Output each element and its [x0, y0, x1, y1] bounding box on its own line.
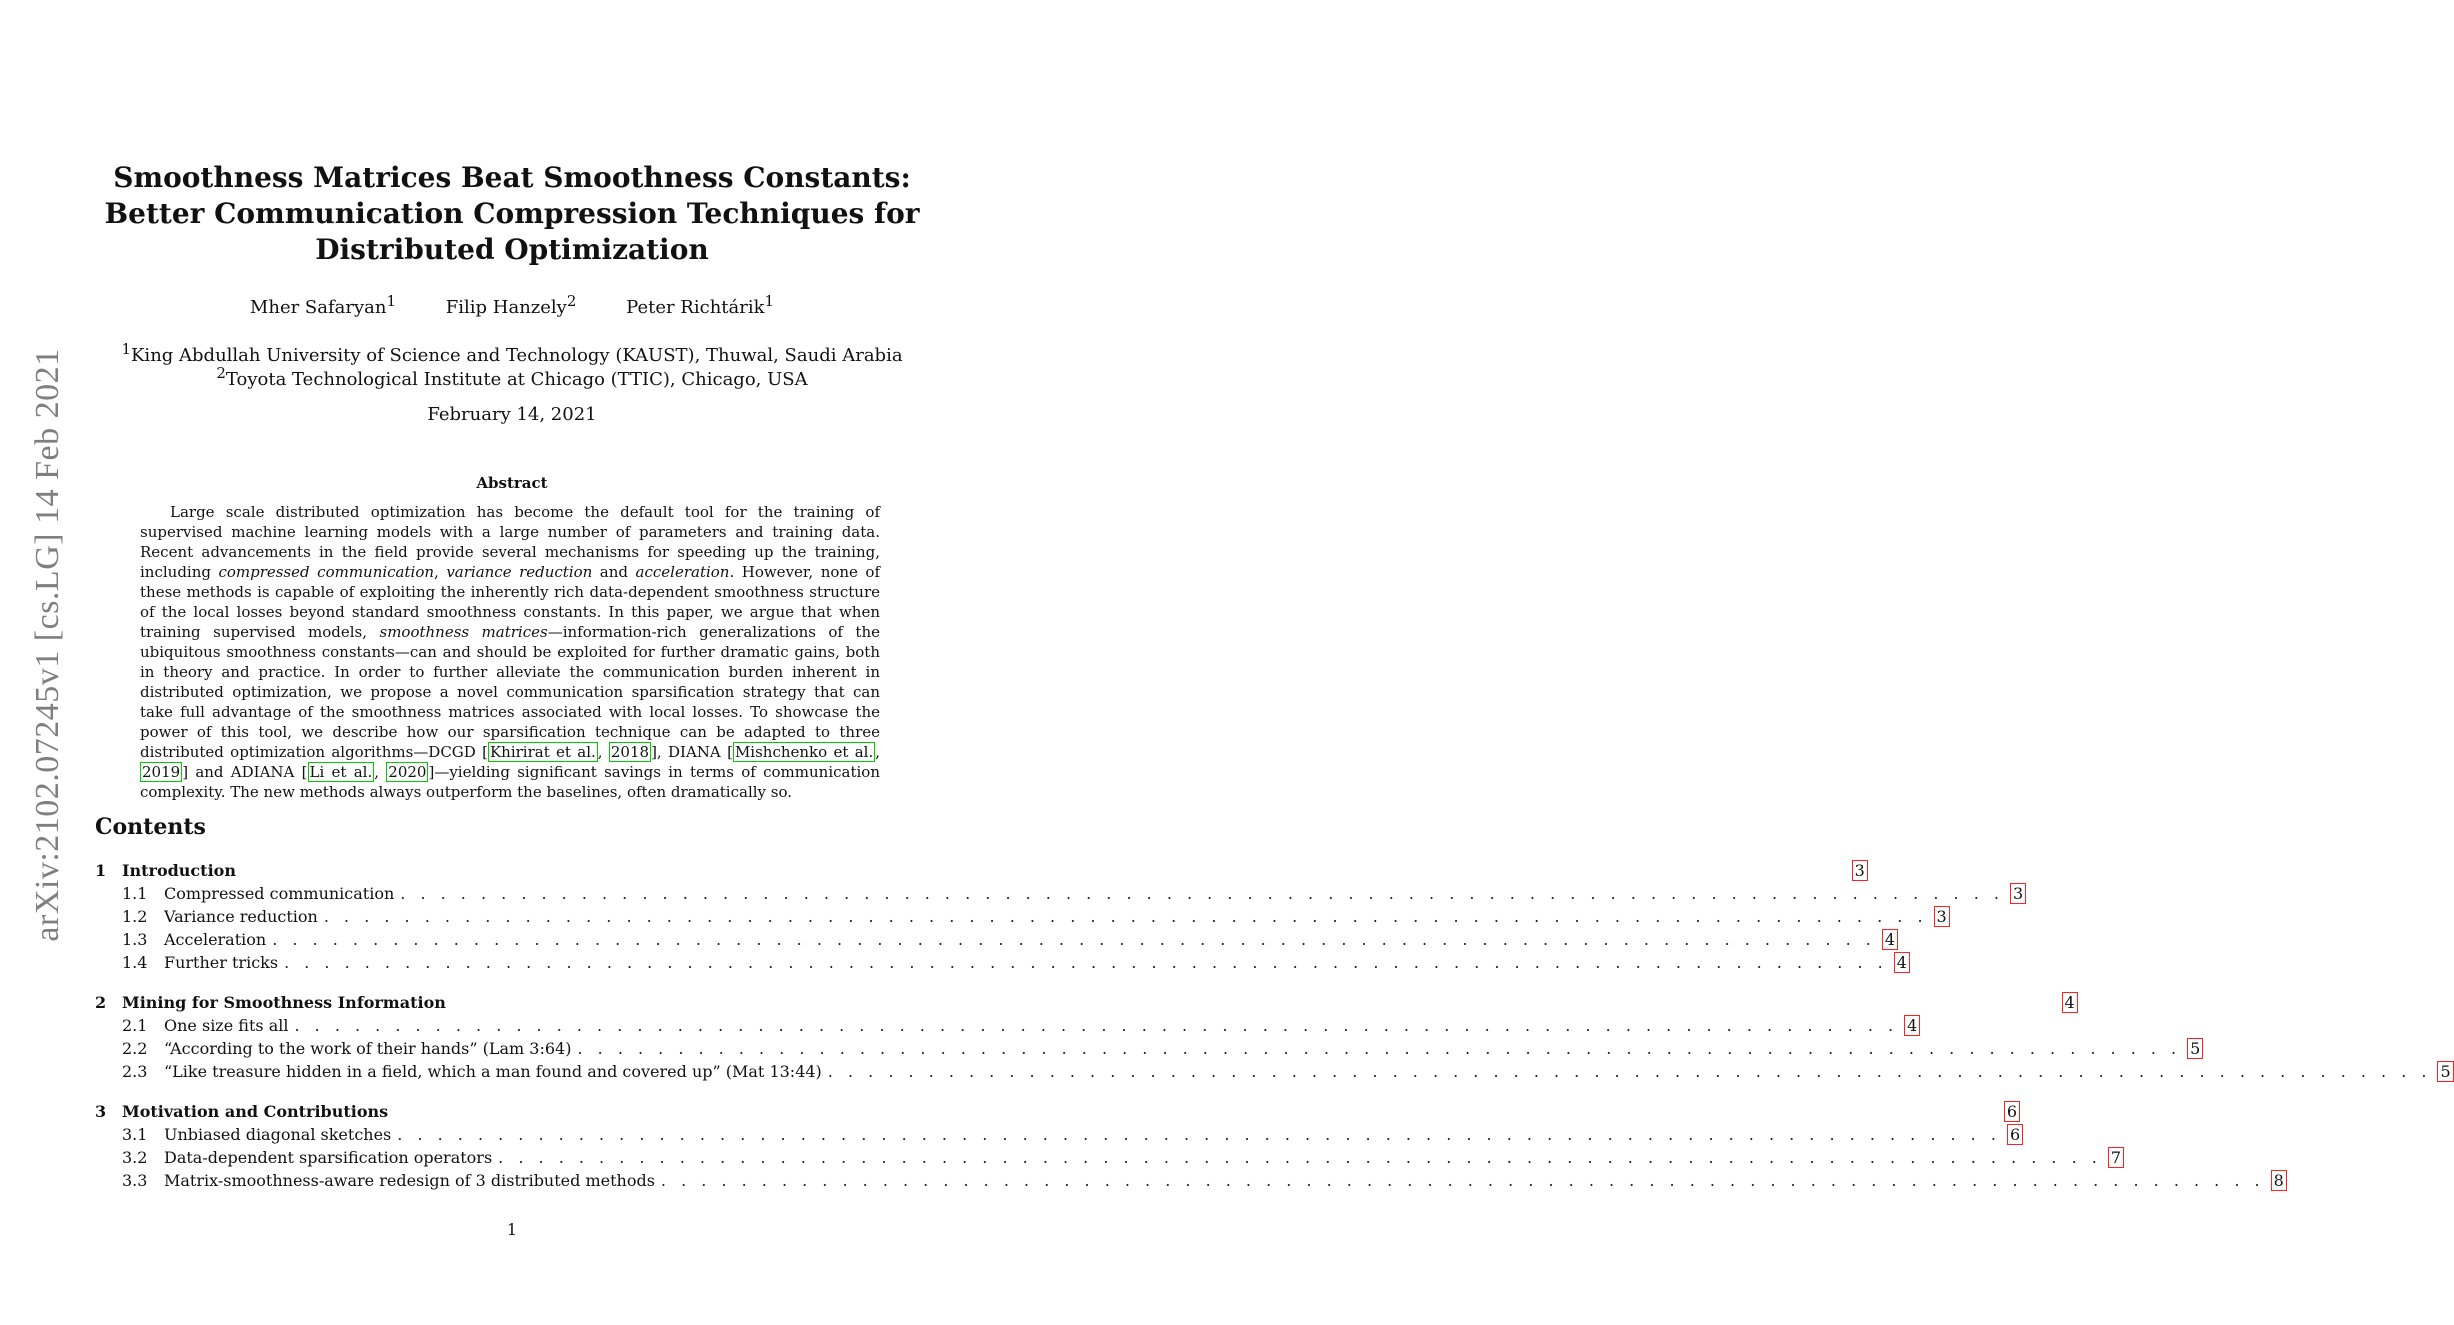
toc-leader-dots: . . . . . . . . . . . . . . . . . . . . . . . . . . . . . . . . . . . . . . . . . . . . . . . . . . . . . . . . . . . . . . . . . . . . . . . . . . . . . . . .: [660, 1171, 2265, 1190]
toc-page-link[interactable]: 4: [1894, 952, 1910, 973]
contents-heading: Contents: [95, 814, 206, 840]
toc-entry-number: 1: [95, 861, 107, 880]
toc-entry-number: 1.3: [122, 930, 148, 949]
toc-leader-dots: . . . . . . . . . . . . . . . . . . . . . . . . . . . . . . . . . . . . . . . . . . . . . . . . . . . . . . . . . . . . . . . . . . . . . . . . . . . . . . . .: [827, 1062, 2432, 1081]
publication-date: February 14, 2021: [427, 404, 597, 425]
toc-entry-title[interactable]: Further tricks: [164, 953, 279, 972]
toc-subsection-entry[interactable]: [95, 1038, 2201, 1060]
title-line: Distributed Optimization: [315, 233, 709, 266]
title-line: Better Communication Compression Techniques for: [104, 197, 920, 230]
title-line: Smoothness Matrices Beat Smoothness Constants:: [113, 161, 911, 194]
citation-link[interactable]: Khirirat et al.: [489, 743, 596, 761]
toc-page-link[interactable]: 6: [2007, 1124, 2023, 1145]
toc-page-link[interactable]: 4: [1904, 1015, 1920, 1036]
affiliation: $^2$Toyota Technological Institute at Chicago (TTIC), Chicago, USA: [216, 364, 808, 390]
citation-link[interactable]: 2020: [388, 763, 427, 781]
toc-entry-title[interactable]: Motivation and Contributions: [122, 1102, 389, 1121]
toc-entry-number: 2.1: [122, 1016, 148, 1035]
author-list: [0, 292, 1024, 318]
citation-link[interactable]: Li et al.: [309, 763, 373, 781]
toc-entry-number: 3.2: [122, 1148, 148, 1167]
toc-entry-title[interactable]: Matrix-smoothness-aware redesign of 3 distributed methods: [164, 1171, 655, 1190]
toc-leader-dots: . . . . . . . . . . . . . . . . . . . . . . . . . . . . . . . . . . . . . . . . . . . . . . . . . . . . . . . . . . . . . . . . . . . . . . . . . . . . . . . .: [323, 907, 1928, 926]
toc-entry-number: 2.3: [122, 1062, 148, 1081]
toc-page-link[interactable]: 8: [2271, 1170, 2287, 1191]
author: Peter Richtárik$^1$: [626, 292, 775, 318]
toc-entry-title[interactable]: Unbiased diagonal sketches: [164, 1125, 392, 1144]
toc-section-entry[interactable]: [95, 1101, 2018, 1123]
toc-subsection-entry[interactable]: [95, 1124, 2021, 1146]
toc-subsection-entry[interactable]: [95, 1061, 2451, 1083]
toc-entry-title[interactable]: Data-dependent sparsification operators: [164, 1148, 493, 1167]
toc-entry-number: 1.4: [122, 953, 148, 972]
toc-page-link[interactable]: 4: [1882, 929, 1898, 950]
toc-entry-number: 3.1: [122, 1125, 148, 1144]
page-number: 1: [506, 1220, 518, 1239]
toc-leader-dots: . . . . . . . . . . . . . . . . . . . . . . . . . . . . . . . . . . . . . . . . . . . . . . . . . . . . . . . . . . . . . . . . . . . . . . . . . . . . . . . .: [577, 1039, 2182, 1058]
toc-subsection-entry[interactable]: [95, 929, 1896, 951]
toc-subsection-entry[interactable]: [95, 883, 2024, 905]
toc-entry-title[interactable]: Acceleration: [164, 930, 267, 949]
toc-entry-number: 2: [95, 993, 107, 1012]
citation-link[interactable]: Mishchenko et al.: [734, 743, 874, 761]
toc-section-entry[interactable]: [95, 992, 2075, 1014]
toc-entry-number: 3.3: [122, 1171, 148, 1190]
paper-title: [0, 160, 1024, 268]
abstract-body: Large scale distributed optimization has become the default tool for the training of supervised machine learning models with a large number of parameters and training data. Recent advancements in the field provide several mechanisms for speeding up the training, including compressed communication, variance reduction and acceleration. However, none of these methods is capable of exploiting the inherently rich data-dependent smoothness structure of the local losses beyond standard smoothness constants. In this paper, we argue that when training supervised models, smoothness matrices—information-rich generalizations of the ubiquitous smoothness constants—can and should be exploited for further dramatic gains, both in theory and practice. In order to further alleviate the communication burden inherent in distributed optimization, we propose a novel communication sparsification strategy that can take full advantage of the smoothness matrices associated with local losses. To showcase the power of this tool, we describe how our sparsification technique can be adapted to three distributed optimization algorithms—DCGD [ Khirirat et al. , 2018 ], DIANA [ Mishchenko et al. , 2019 ] and ADIANA [ Li et al. , 2020 ]—yielding significant savings in terms of communication complexity. The new methods always outperform the baselines, often dramatically so.: [140, 503, 881, 801]
abstract-heading: Abstract: [476, 474, 548, 492]
toc-page-link[interactable]: 5: [2187, 1038, 2203, 1059]
arxiv-identifier: arXiv:2102.07245v1 [cs.LG] 14 Feb 2021: [29, 348, 66, 942]
author: Mher Safaryan$^1$: [249, 292, 397, 318]
toc-entry-title[interactable]: Compressed communication: [164, 884, 395, 903]
toc-page-link[interactable]: 3: [2010, 883, 2026, 904]
author: Filip Hanzely$^2$: [445, 292, 577, 318]
toc-entry-number: 1.2: [122, 907, 148, 926]
toc-page-link[interactable]: 7: [2108, 1147, 2124, 1168]
toc-leader-dots: . . . . . . . . . . . . . . . . . . . . . . . . . . . . . . . . . . . . . . . . . . . . . . . . . . . . . . . . . . . . . . . . . . . . . . . . . . . . . . . .: [498, 1148, 2102, 1167]
toc-leader-dots: . . . . . . . . . . . . . . . . . . . . . . . . . . . . . . . . . . . . . . . . . . . . . . . . . . . . . . . . . . . . . . . . . . . . . . . . . . . . . . . .: [397, 1125, 2001, 1144]
toc-entry-title[interactable]: “According to the work of their hands” (Lam 3:64): [164, 1039, 572, 1058]
toc-entry-title[interactable]: “Like treasure hidden in a field, which a man found and covered up” (Mat 13:44): [164, 1062, 822, 1081]
citation-link[interactable]: 2018: [610, 743, 650, 761]
toc-subsection-entry[interactable]: [95, 952, 1907, 974]
toc-leader-dots: . . . . . . . . . . . . . . . . . . . . . . . . . . . . . . . . . . . . . . . . . . . . . . . . . . . . . . . . . . . . . . . . . . . . . . . . . . . . . . . .: [400, 884, 2004, 903]
toc-entry-title[interactable]: Introduction: [122, 861, 236, 880]
toc-page-link[interactable]: 5: [2437, 1061, 2453, 1082]
toc-entry-title[interactable]: Variance reduction: [164, 907, 318, 926]
toc-entry-title[interactable]: Mining for Smoothness Information: [122, 993, 446, 1012]
citation-link[interactable]: 2019: [142, 763, 181, 781]
toc-subsection-entry[interactable]: [95, 1015, 1918, 1037]
toc-subsection-entry[interactable]: [95, 1147, 2122, 1169]
toc-page-link[interactable]: 3: [1852, 860, 1868, 881]
toc-page-link[interactable]: 3: [1934, 906, 1950, 927]
toc-entry-title[interactable]: One size fits all: [164, 1016, 289, 1035]
toc-entry-number: 3: [95, 1102, 107, 1121]
toc-page-link[interactable]: 4: [2062, 992, 2078, 1013]
toc-entry-number: 2.2: [122, 1039, 148, 1058]
toc-leader-dots: . . . . . . . . . . . . . . . . . . . . . . . . . . . . . . . . . . . . . . . . . . . . . . . . . . . . . . . . . . . . . . . . . . . . . . . . . . . . . . . .: [294, 1016, 1899, 1035]
toc-section-entry[interactable]: [95, 860, 1865, 882]
toc-leader-dots: . . . . . . . . . . . . . . . . . . . . . . . . . . . . . . . . . . . . . . . . . . . . . . . . . . . . . . . . . . . . . . . . . . . . . . . . . . . . . . . .: [272, 930, 1876, 949]
toc-leader-dots: . . . . . . . . . . . . . . . . . . . . . . . . . . . . . . . . . . . . . . . . . . . . . . . . . . . . . . . . . . . . . . . . . . . . . . . . . . . . . . . .: [284, 953, 1888, 972]
toc-page-link[interactable]: 6: [2004, 1101, 2020, 1122]
affiliation: $^1$King Abdullah University of Science and Technology (KAUST), Thuwal, Saudi Arabia: [121, 340, 903, 366]
toc-subsection-entry[interactable]: [95, 906, 1947, 928]
toc-subsection-entry[interactable]: [95, 1170, 2284, 1192]
toc-entry-number: 1.1: [122, 884, 148, 903]
